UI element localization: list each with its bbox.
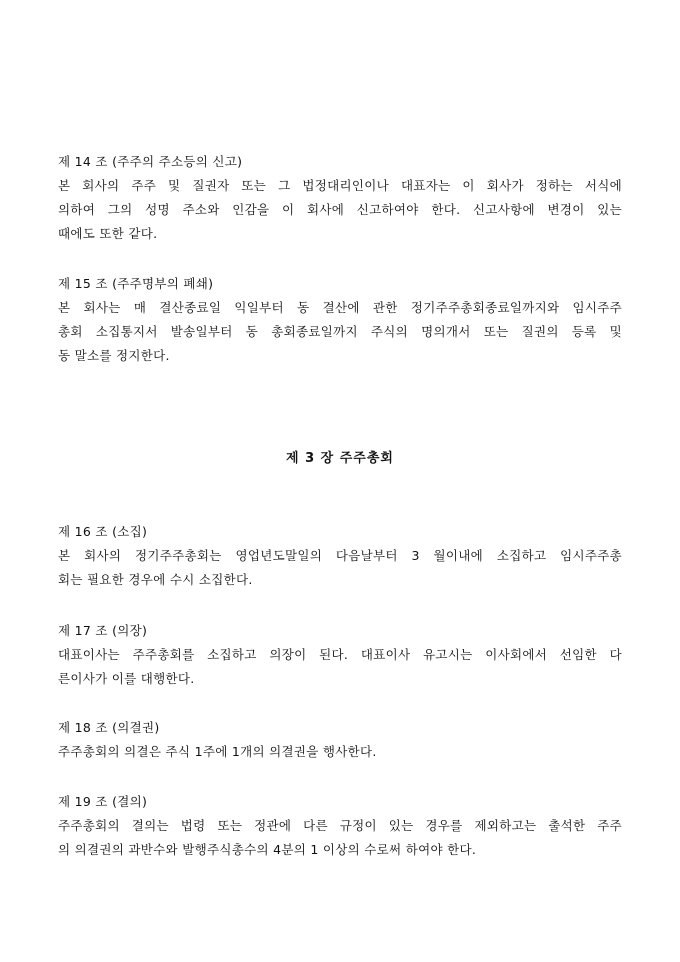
article-line: 본 회사는 매 결산종료일 익일부터 동 결산에 관한 정기주주총회종료일까지와 임시주주 (58, 300, 622, 315)
article-line: 의 의결권의 과반수와 발행주식총수의 4분의 1 이상의 수로써 하여야 한다. (58, 842, 477, 857)
article-heading: 제 18 조 (의결권) (58, 720, 160, 735)
article-16 (58, 520, 622, 592)
article-line: 주주총회의 결의는 법령 또는 정관에 다른 규정이 있는 경우를 제외하고는 출석한 주주 (58, 818, 622, 833)
article-line: 본 회사의 주주 및 질권자 또는 그 법정대리인이나 대표자는 이 회사가 정하는 서식에 (58, 178, 622, 193)
article-line: 때에도 또한 같다. (58, 226, 158, 241)
article-line: 본 회사의 정기주주총회는 영업년도말일의 다음날부터 3 월이내에 소집하고 임시주주총 (58, 548, 622, 563)
article-heading: 제 14 조 (주주의 주소등의 신고) (58, 154, 243, 169)
article-line: 동 말소를 정지한다. (58, 348, 170, 363)
article-heading: 제 16 조 (소집) (58, 524, 148, 539)
article-heading: 제 17 조 (의장) (58, 623, 148, 638)
article-line: 의하여 그의 성명 주소와 인감을 이 회사에 신고하여야 한다. 신고사항에 변경이 있는 (58, 202, 622, 217)
article-18 (58, 716, 622, 764)
article-line: 총회 소집통지서 발송일부터 동 총회종료일까지 주식의 명의개서 또는 질권의 등록 및 (58, 324, 622, 339)
article-line: 른이사가 이를 대행한다. (58, 671, 195, 686)
article-19 (58, 790, 622, 862)
article-line: 대표이사는 주주총회를 소집하고 의장이 된다. 대표이사 유고시는 이사회에서 선임한 다 (58, 647, 622, 662)
article-heading: 제 19 조 (결의) (58, 794, 148, 809)
article-line: 회는 필요한 경우에 수시 소집한다. (58, 572, 253, 587)
article-line: 주주총회의 의결은 주식 1주에 1개의 의결권을 행사한다. (58, 744, 377, 759)
article-heading: 제 15 조 (주주명부의 폐쇄) (58, 276, 214, 291)
article-17 (58, 619, 622, 691)
chapter-title: 제 3 장 주주총회 (286, 451, 394, 466)
article-15 (58, 272, 622, 368)
article-14 (58, 150, 622, 246)
